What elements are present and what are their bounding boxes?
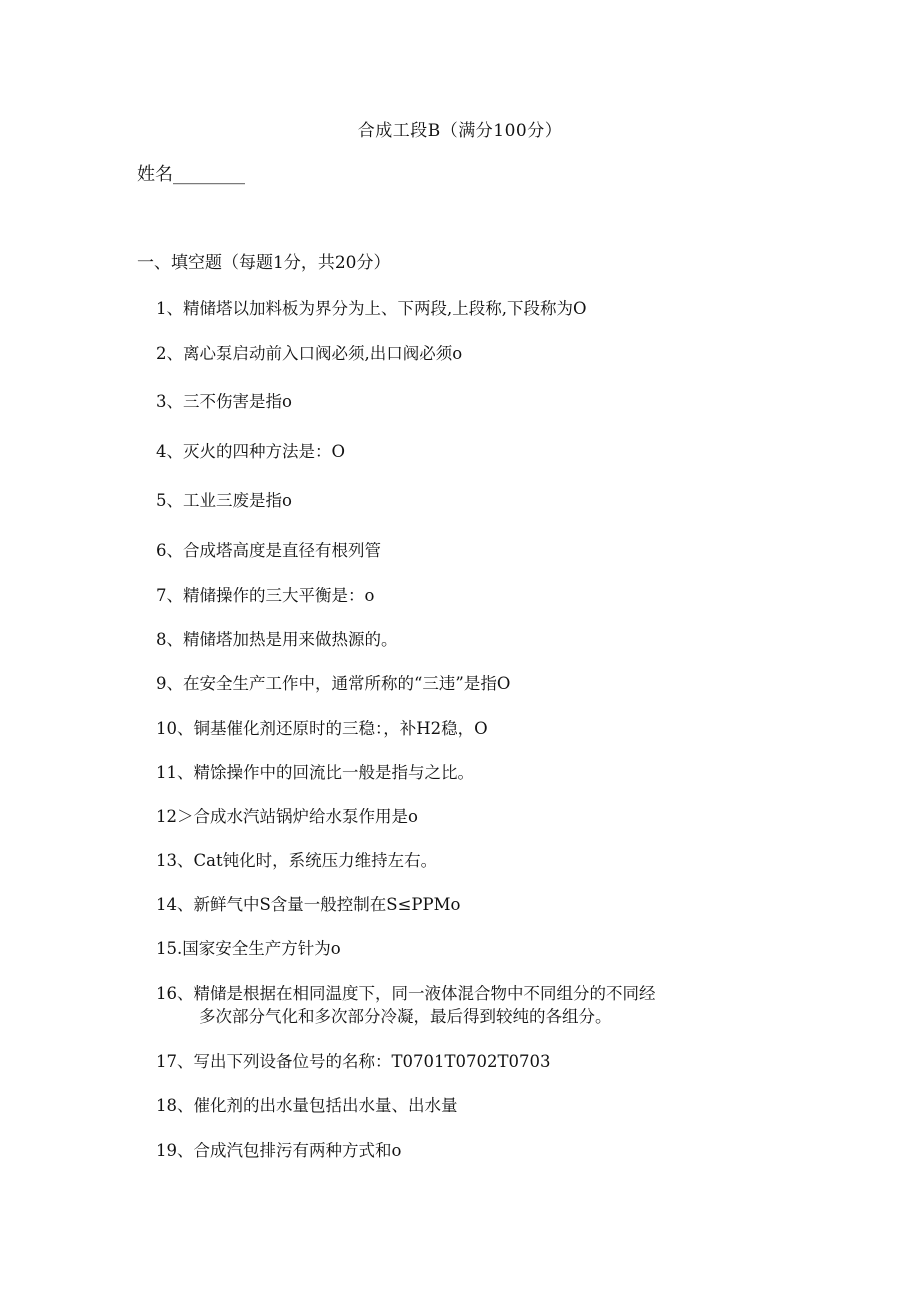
- question-7: 7、精储操作的三大平衡是：o: [156, 586, 375, 605]
- question-16: 16、精储是根据在相同温度下，同一液体混合物中不同组分的不同经: [156, 984, 656, 1003]
- section-heading: 一、填空题（每题1分，共20分）: [137, 253, 391, 273]
- question-18: 18、催化剂的出水量包括出水量、出水量: [156, 1096, 458, 1115]
- question-16-continuation: 多次部分气化和多次部分冷凝，最后得到较纯的各组分。: [199, 1007, 612, 1026]
- question-5: 5、工业三废是指o: [156, 491, 292, 510]
- question-11: 11、精馀操作中的回流比一般是指与之比。: [156, 763, 474, 782]
- document-title: 合成工段B（满分100分）: [357, 121, 563, 141]
- question-8: 8、精储塔加热是用来做热源的。: [156, 630, 398, 649]
- question-4: 4、灭火的四种方法是：O: [156, 442, 346, 461]
- question-9: 9、在安全生产工作中，通常所称的“三违”是指O: [156, 674, 511, 693]
- question-13: 13、Cat钝化时，系统压力维持左右。: [156, 851, 438, 870]
- name-field-label: 姓名________: [137, 164, 245, 185]
- question-2: 2、离心泵启动前入口阀必须,出口阀必须o: [156, 344, 463, 363]
- question-3: 3、三不伤害是指o: [156, 392, 292, 411]
- question-15: 15.国家安全生产方针为o: [156, 939, 341, 958]
- question-10: 10、铜基催化剂还原时的三稳：，补H2稳，O: [156, 719, 488, 738]
- question-6: 6、合成塔高度是直径有根列管: [156, 541, 381, 560]
- question-19: 19、合成汽包排污有两种方式和o: [156, 1141, 402, 1160]
- question-17: 17、写出下列设备位号的名称：T0701T0702T0703: [156, 1052, 551, 1071]
- question-14: 14、新鲜气中S含量一般控制在S≤PPMo: [156, 895, 461, 914]
- question-1: 1、精储塔以加料板为界分为上、下两段,上段称,下段称为O: [156, 299, 587, 318]
- question-12: 12＞合成水汽站锅炉给水泵作用是o: [156, 807, 418, 826]
